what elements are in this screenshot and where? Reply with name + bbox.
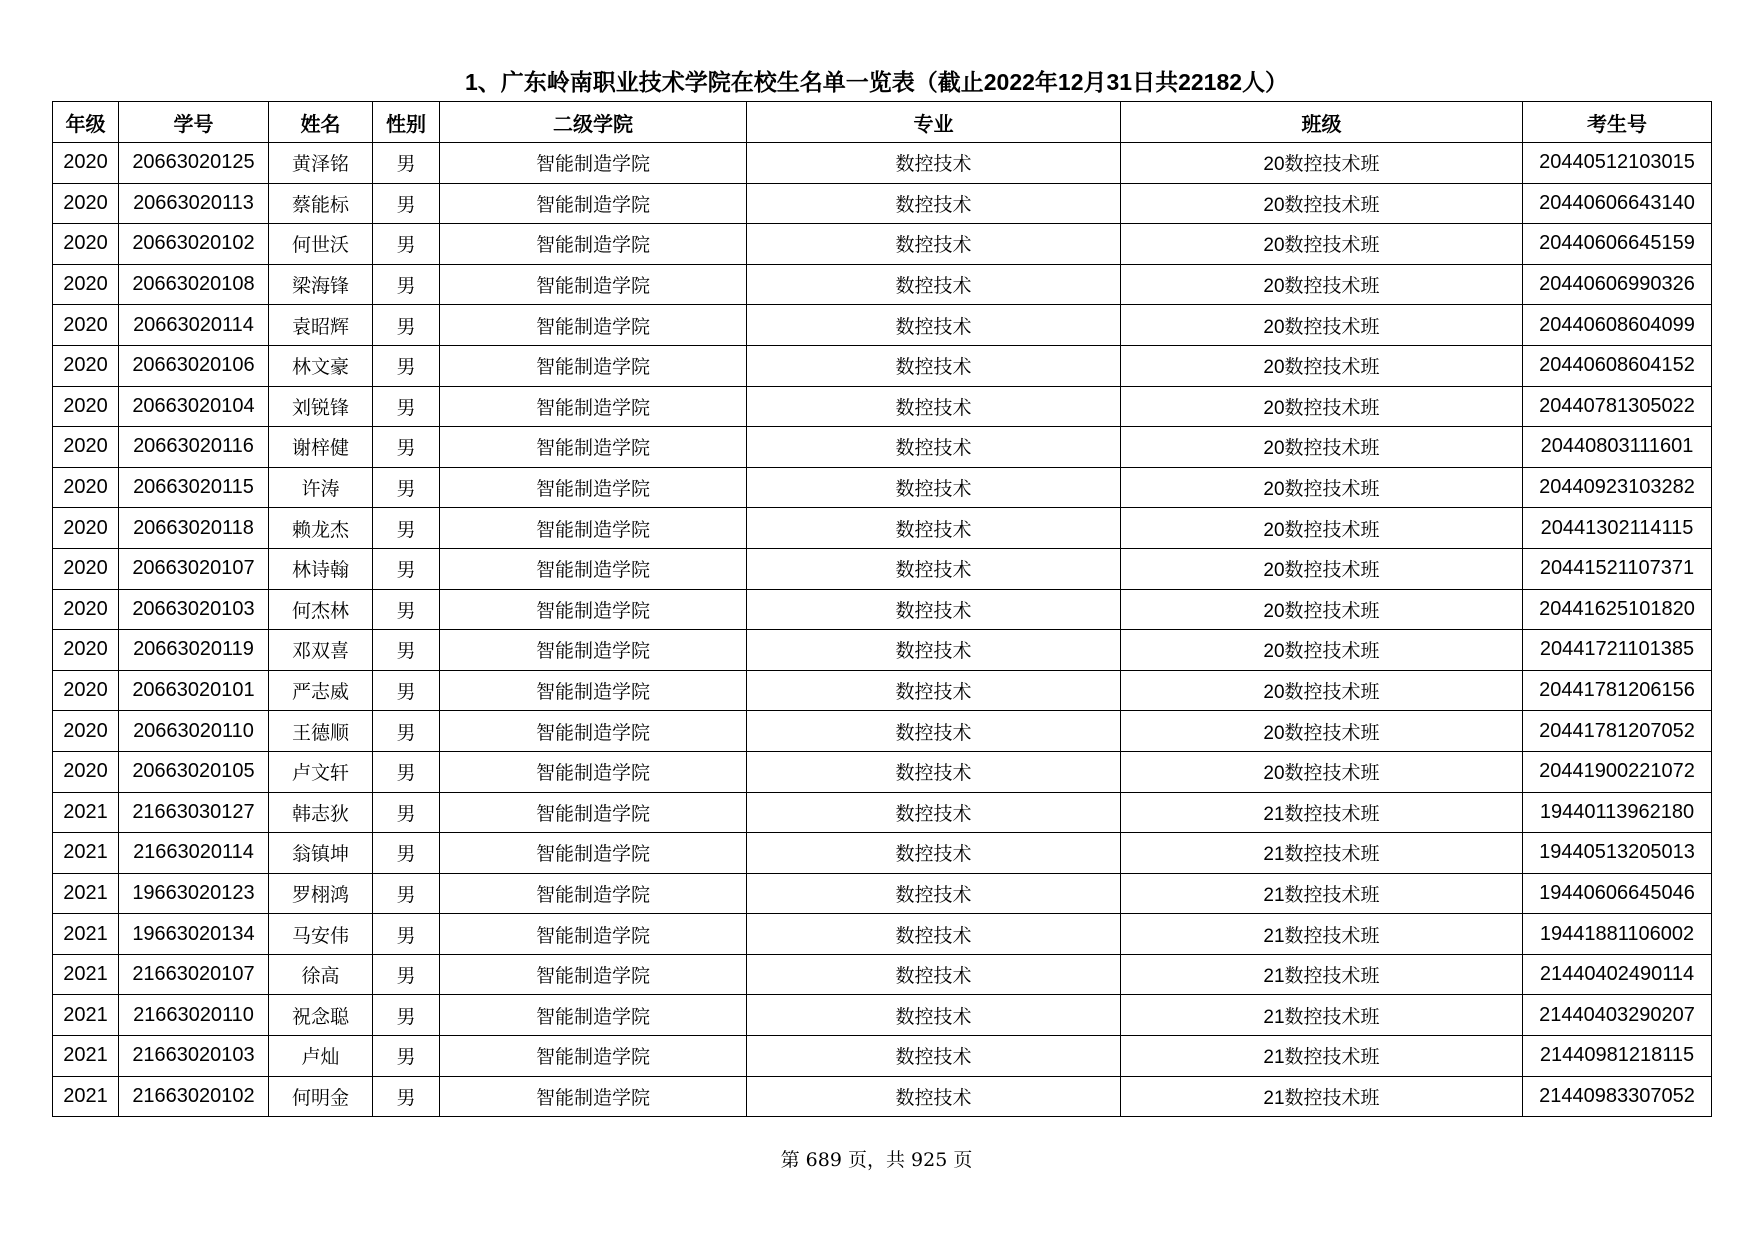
class-cell: 20数控技术班 — [1121, 427, 1523, 468]
class-cell: 20数控技术班 — [1121, 224, 1523, 265]
class-cell: 21数控技术班 — [1121, 873, 1523, 914]
name-cell: 韩志狄 — [269, 792, 373, 833]
exam-number-cell: 20440512103015 — [1523, 143, 1712, 184]
college-cell: 智能制造学院 — [440, 386, 747, 427]
student-id-cell: 21663020110 — [119, 995, 269, 1036]
name-cell: 黄泽铭 — [269, 143, 373, 184]
table-header-row — [53, 102, 1712, 143]
table-row — [53, 670, 1712, 711]
class-cell: 20数控技术班 — [1121, 630, 1523, 671]
gender-cell: 男 — [373, 508, 440, 549]
exam-number-cell: 21440983307052 — [1523, 1076, 1712, 1117]
gender-cell: 男 — [373, 1036, 440, 1077]
name-cell: 马安伟 — [269, 914, 373, 955]
grade-cell: 2021 — [53, 954, 119, 995]
class-cell: 20数控技术班 — [1121, 183, 1523, 224]
college-cell: 智能制造学院 — [440, 630, 747, 671]
class-cell: 20数控技术班 — [1121, 143, 1523, 184]
name-cell: 严志威 — [269, 670, 373, 711]
exam-number-cell: 19440513205013 — [1523, 833, 1712, 874]
exam-number-cell: 20441625101820 — [1523, 589, 1712, 630]
name-cell: 何世沃 — [269, 224, 373, 265]
college-cell: 智能制造学院 — [440, 1036, 747, 1077]
class-cell: 21数控技术班 — [1121, 792, 1523, 833]
class-cell: 20数控技术班 — [1121, 386, 1523, 427]
name-cell: 卢文轩 — [269, 751, 373, 792]
table-row — [53, 792, 1712, 833]
column-header-grade: 年级 — [53, 102, 119, 143]
grade-cell: 2020 — [53, 345, 119, 386]
major-cell: 数控技术 — [747, 630, 1121, 671]
class-cell: 21数控技术班 — [1121, 833, 1523, 874]
grade-cell: 2020 — [53, 427, 119, 468]
column-header-student-id: 学号 — [119, 102, 269, 143]
grade-cell: 2021 — [53, 1036, 119, 1077]
table-row — [53, 264, 1712, 305]
student-roster-table — [52, 101, 1712, 1117]
major-cell: 数控技术 — [747, 508, 1121, 549]
table-row — [53, 386, 1712, 427]
major-cell: 数控技术 — [747, 833, 1121, 874]
table-row — [53, 508, 1712, 549]
gender-cell: 男 — [373, 670, 440, 711]
table-row — [53, 954, 1712, 995]
major-cell: 数控技术 — [747, 954, 1121, 995]
college-cell: 智能制造学院 — [440, 954, 747, 995]
major-cell: 数控技术 — [747, 427, 1121, 468]
grade-cell: 2021 — [53, 792, 119, 833]
name-cell: 刘锐锋 — [269, 386, 373, 427]
table-row — [53, 873, 1712, 914]
gender-cell: 男 — [373, 630, 440, 671]
name-cell: 林诗翰 — [269, 548, 373, 589]
college-cell: 智能制造学院 — [440, 1076, 747, 1117]
major-cell: 数控技术 — [747, 589, 1121, 630]
grade-cell: 2020 — [53, 305, 119, 346]
name-cell: 何杰林 — [269, 589, 373, 630]
grade-cell: 2020 — [53, 670, 119, 711]
table-body — [53, 143, 1712, 1117]
table-row — [53, 427, 1712, 468]
exam-number-cell: 20440781305022 — [1523, 386, 1712, 427]
student-id-cell: 20663020102 — [119, 224, 269, 265]
class-cell: 20数控技术班 — [1121, 508, 1523, 549]
major-cell: 数控技术 — [747, 995, 1121, 1036]
student-id-cell: 20663020110 — [119, 711, 269, 752]
table-row — [53, 751, 1712, 792]
class-cell: 20数控技术班 — [1121, 345, 1523, 386]
major-cell: 数控技术 — [747, 873, 1121, 914]
gender-cell: 男 — [373, 386, 440, 427]
student-id-cell: 21663020102 — [119, 1076, 269, 1117]
class-cell: 20数控技术班 — [1121, 711, 1523, 752]
college-cell: 智能制造学院 — [440, 873, 747, 914]
class-cell: 21数控技术班 — [1121, 954, 1523, 995]
college-cell: 智能制造学院 — [440, 751, 747, 792]
student-id-cell: 19663020123 — [119, 873, 269, 914]
student-id-cell: 20663020119 — [119, 630, 269, 671]
student-id-cell: 20663020107 — [119, 548, 269, 589]
major-cell: 数控技术 — [747, 305, 1121, 346]
table-row — [53, 548, 1712, 589]
college-cell: 智能制造学院 — [440, 183, 747, 224]
grade-cell: 2020 — [53, 183, 119, 224]
student-id-cell: 20663020114 — [119, 305, 269, 346]
student-id-cell: 20663020115 — [119, 467, 269, 508]
grade-cell: 2021 — [53, 833, 119, 874]
major-cell: 数控技术 — [747, 467, 1121, 508]
name-cell: 何明金 — [269, 1076, 373, 1117]
gender-cell: 男 — [373, 427, 440, 468]
class-cell: 20数控技术班 — [1121, 264, 1523, 305]
exam-number-cell: 20440606645159 — [1523, 224, 1712, 265]
exam-number-cell: 21440403290207 — [1523, 995, 1712, 1036]
college-cell: 智能制造学院 — [440, 833, 747, 874]
major-cell: 数控技术 — [747, 1036, 1121, 1077]
college-cell: 智能制造学院 — [440, 589, 747, 630]
table-row — [53, 345, 1712, 386]
name-cell: 梁海锋 — [269, 264, 373, 305]
name-cell: 翁镇坤 — [269, 833, 373, 874]
student-id-cell: 20663020105 — [119, 751, 269, 792]
gender-cell: 男 — [373, 995, 440, 1036]
major-cell: 数控技术 — [747, 1076, 1121, 1117]
table-row — [53, 1036, 1712, 1077]
class-cell: 20数控技术班 — [1121, 589, 1523, 630]
gender-cell: 男 — [373, 345, 440, 386]
student-id-cell: 20663020116 — [119, 427, 269, 468]
student-id-cell: 20663020113 — [119, 183, 269, 224]
major-cell: 数控技术 — [747, 345, 1121, 386]
gender-cell: 男 — [373, 751, 440, 792]
college-cell: 智能制造学院 — [440, 467, 747, 508]
column-header-major: 专业 — [747, 102, 1121, 143]
table-row — [53, 305, 1712, 346]
student-id-cell: 20663020125 — [119, 143, 269, 184]
gender-cell: 男 — [373, 833, 440, 874]
major-cell: 数控技术 — [747, 792, 1121, 833]
college-cell: 智能制造学院 — [440, 548, 747, 589]
student-id-cell: 19663020134 — [119, 914, 269, 955]
major-cell: 数控技术 — [747, 143, 1121, 184]
college-cell: 智能制造学院 — [440, 305, 747, 346]
exam-number-cell: 20440606643140 — [1523, 183, 1712, 224]
major-cell: 数控技术 — [747, 670, 1121, 711]
page-footer: 第 689 页，共 925 页 — [780, 1149, 973, 1171]
grade-cell: 2020 — [53, 589, 119, 630]
table-row — [53, 143, 1712, 184]
college-cell: 智能制造学院 — [440, 508, 747, 549]
student-id-cell: 20663020108 — [119, 264, 269, 305]
table-row — [53, 183, 1712, 224]
exam-number-cell: 20441302114115 — [1523, 508, 1712, 549]
college-cell: 智能制造学院 — [440, 711, 747, 752]
exam-number-cell: 20440803111601 — [1523, 427, 1712, 468]
exam-number-cell: 20441721101385 — [1523, 630, 1712, 671]
college-cell: 智能制造学院 — [440, 224, 747, 265]
major-cell: 数控技术 — [747, 711, 1121, 752]
name-cell: 王德顺 — [269, 711, 373, 752]
college-cell: 智能制造学院 — [440, 792, 747, 833]
major-cell: 数控技术 — [747, 224, 1121, 265]
gender-cell: 男 — [373, 914, 440, 955]
name-cell: 邓双喜 — [269, 630, 373, 671]
student-id-cell: 20663020104 — [119, 386, 269, 427]
gender-cell: 男 — [373, 954, 440, 995]
gender-cell: 男 — [373, 873, 440, 914]
exam-number-cell: 19441881106002 — [1523, 914, 1712, 955]
major-cell: 数控技术 — [747, 264, 1121, 305]
major-cell: 数控技术 — [747, 386, 1121, 427]
exam-number-cell: 21440981218115 — [1523, 1036, 1712, 1077]
gender-cell: 男 — [373, 264, 440, 305]
grade-cell: 2021 — [53, 995, 119, 1036]
gender-cell: 男 — [373, 305, 440, 346]
class-cell: 21数控技术班 — [1121, 1036, 1523, 1077]
gender-cell: 男 — [373, 143, 440, 184]
college-cell: 智能制造学院 — [440, 914, 747, 955]
gender-cell: 男 — [373, 183, 440, 224]
grade-cell: 2021 — [53, 914, 119, 955]
table-row — [53, 995, 1712, 1036]
class-cell: 21数控技术班 — [1121, 1076, 1523, 1117]
student-id-cell: 20663020118 — [119, 508, 269, 549]
exam-number-cell: 20440606990326 — [1523, 264, 1712, 305]
name-cell: 许涛 — [269, 467, 373, 508]
exam-number-cell: 20441781206156 — [1523, 670, 1712, 711]
student-id-cell: 21663020103 — [119, 1036, 269, 1077]
grade-cell: 2020 — [53, 508, 119, 549]
major-cell: 数控技术 — [747, 751, 1121, 792]
column-header-gender: 性别 — [373, 102, 440, 143]
document-title: 1、广东岭南职业技术学院在校生名单一览表（截止2022年12月31日共22182人） — [464, 69, 1289, 95]
exam-number-cell: 21440402490114 — [1523, 954, 1712, 995]
table-row — [53, 914, 1712, 955]
gender-cell: 男 — [373, 589, 440, 630]
class-cell: 20数控技术班 — [1121, 751, 1523, 792]
exam-number-cell: 19440113962180 — [1523, 792, 1712, 833]
gender-cell: 男 — [373, 792, 440, 833]
name-cell: 赖龙杰 — [269, 508, 373, 549]
column-header-exam-number: 考生号 — [1523, 102, 1712, 143]
student-id-cell: 21663030127 — [119, 792, 269, 833]
student-id-cell: 21663020107 — [119, 954, 269, 995]
class-cell: 20数控技术班 — [1121, 548, 1523, 589]
class-cell: 21数控技术班 — [1121, 914, 1523, 955]
gender-cell: 男 — [373, 711, 440, 752]
name-cell: 卢灿 — [269, 1036, 373, 1077]
student-id-cell: 20663020106 — [119, 345, 269, 386]
table-row — [53, 833, 1712, 874]
column-header-name: 姓名 — [269, 102, 373, 143]
class-cell: 20数控技术班 — [1121, 670, 1523, 711]
name-cell: 林文豪 — [269, 345, 373, 386]
exam-number-cell: 20440608604099 — [1523, 305, 1712, 346]
grade-cell: 2020 — [53, 548, 119, 589]
name-cell: 蔡能标 — [269, 183, 373, 224]
student-id-cell: 21663020114 — [119, 833, 269, 874]
grade-cell: 2020 — [53, 630, 119, 671]
exam-number-cell: 20440923103282 — [1523, 467, 1712, 508]
name-cell: 徐高 — [269, 954, 373, 995]
grade-cell: 2020 — [53, 751, 119, 792]
name-cell: 祝念聪 — [269, 995, 373, 1036]
table-row — [53, 1076, 1712, 1117]
grade-cell: 2020 — [53, 143, 119, 184]
exam-number-cell: 20441781207052 — [1523, 711, 1712, 752]
class-cell: 21数控技术班 — [1121, 995, 1523, 1036]
student-id-cell: 20663020103 — [119, 589, 269, 630]
exam-number-cell: 20441900221072 — [1523, 751, 1712, 792]
college-cell: 智能制造学院 — [440, 143, 747, 184]
grade-cell: 2021 — [53, 1076, 119, 1117]
table-row — [53, 711, 1712, 752]
college-cell: 智能制造学院 — [440, 995, 747, 1036]
grade-cell: 2021 — [53, 873, 119, 914]
table-row — [53, 589, 1712, 630]
college-cell: 智能制造学院 — [440, 670, 747, 711]
gender-cell: 男 — [373, 1076, 440, 1117]
grade-cell: 2020 — [53, 264, 119, 305]
student-id-cell: 20663020101 — [119, 670, 269, 711]
gender-cell: 男 — [373, 467, 440, 508]
major-cell: 数控技术 — [747, 183, 1121, 224]
table-row — [53, 467, 1712, 508]
major-cell: 数控技术 — [747, 914, 1121, 955]
column-header-class: 班级 — [1121, 102, 1523, 143]
class-cell: 20数控技术班 — [1121, 467, 1523, 508]
grade-cell: 2020 — [53, 711, 119, 752]
exam-number-cell: 20440608604152 — [1523, 345, 1712, 386]
college-cell: 智能制造学院 — [440, 264, 747, 305]
college-cell: 智能制造学院 — [440, 427, 747, 468]
gender-cell: 男 — [373, 548, 440, 589]
column-header-college: 二级学院 — [440, 102, 747, 143]
table-row — [53, 630, 1712, 671]
college-cell: 智能制造学院 — [440, 345, 747, 386]
name-cell: 袁昭辉 — [269, 305, 373, 346]
grade-cell: 2020 — [53, 467, 119, 508]
gender-cell: 男 — [373, 224, 440, 265]
grade-cell: 2020 — [53, 224, 119, 265]
exam-number-cell: 20441521107371 — [1523, 548, 1712, 589]
table-row — [53, 224, 1712, 265]
major-cell: 数控技术 — [747, 548, 1121, 589]
name-cell: 谢梓健 — [269, 427, 373, 468]
name-cell: 罗栩鸿 — [269, 873, 373, 914]
exam-number-cell: 19440606645046 — [1523, 873, 1712, 914]
class-cell: 20数控技术班 — [1121, 305, 1523, 346]
grade-cell: 2020 — [53, 386, 119, 427]
